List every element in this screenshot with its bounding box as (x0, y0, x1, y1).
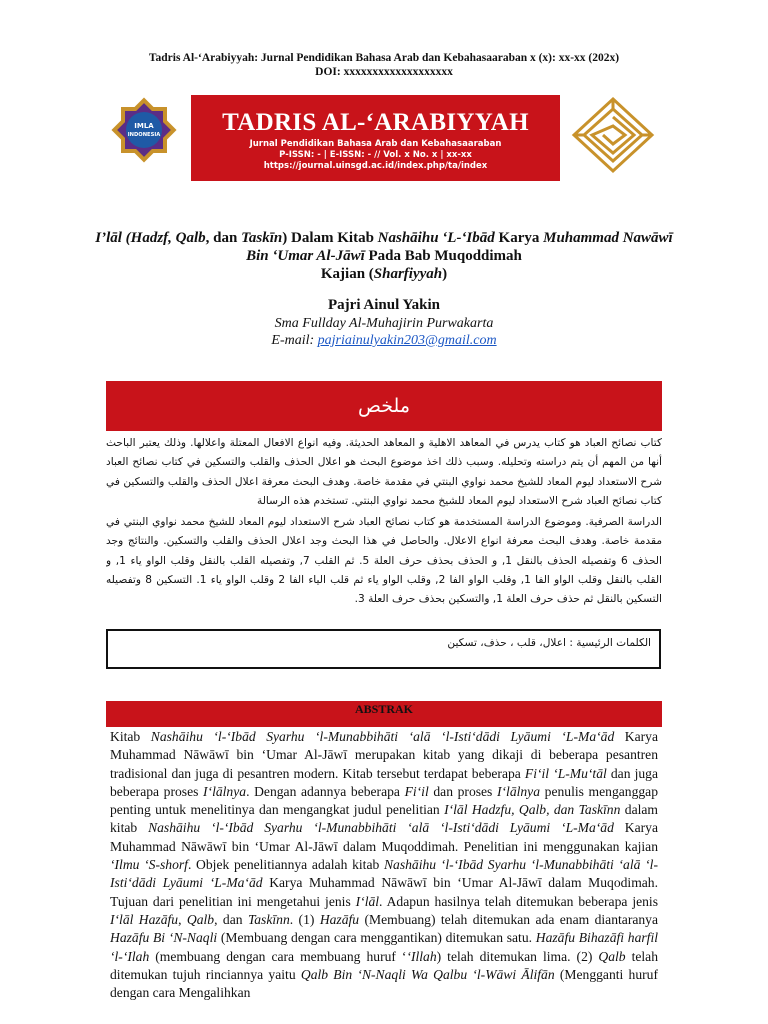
journal-title: TADRIS AL-‘ARABIYYAH (222, 109, 529, 136)
article-title-line3: Kajian (Sharfiyyah) (320, 266, 448, 282)
arabic-abstract-paragraph-1: كتاب نصائح العباد هو كتاب يدرس في المعاهد الاهلية و المعاهد الحديثة. وفيه انواع الافعال المعتلة واعلالها. وذلك يعتبر الباحث أنها من المهم أن يتم دراسته وتحليله. وسبب ذلك اخذ موضوع البحث هو اعلال الحذف والقلب والتسكين في كتاب نصائح العباد شرح الاستعداد ليوم المعاد للشيخ محمد نواوي البنتي في مقدمة خاصة. وهدف البحث معرفة اعلال الحذف والقلب والتسكين في كتاب نصائح العباد شرح الاستعداد ليوم المعاد للشيخ محمد نواوي البنتي. تستخدم هذه الرسالة (106, 437, 662, 507)
journal-doi: DOI: xxxxxxxxxxxxxxxxxxx (315, 66, 453, 78)
arabic-abstract-paragraph-2: الدراسة الصرفية. وموضوع الدراسة المستخدمة هو كتاب نصائح العباد شرح الاستعداد ليوم المعاد للشيخ محمد نواوي البنتي في مقدمة خاصة. وهدف البحث معرفة انواع الاعلال. والحاصل في هذا البحث وجد اعلال الحذف والقلب والتسكين. والنتائج وجد الحذف 6 وتفصيله الحذف بالنقل 1, و الحذف بحذف حرف العلة 5. ثم القلب 7, وتفصيله القلب بالنقل وقلب الواو ياء 1, و القلب بالنقل وقلب الواو الفا 1, وقلب الواو الفا 2, وقلب الواو ياء ثم قلب الياء الفا 2 وقلب الواو ياء 1. التسكين 8 وتفصيله التسكين بالنقل ثم حذف حرف العلة 1, والتسكين بحذف حرف العلة 3. (106, 516, 662, 606)
journal-subtitle: Jurnal Pendidikan Bahasa Arab dan Kebahasaaraban (249, 139, 502, 149)
imla-logo-text-bottom: INDONESIA (127, 132, 161, 138)
journal-url[interactable]: https://journal.uinsgd.ac.id/index.php/ta/index (263, 161, 488, 171)
journal-banner (191, 95, 560, 181)
article-title-line1: I’lāl (Hadzf, Qalb, dan Taskīn) Dalam Kitab Nashāihu ‘L-‘Ibād Karya Muhammad Nawāwī (95, 230, 673, 246)
author-name: Pajri Ainul Yakin (328, 297, 440, 313)
imla-logo (104, 90, 184, 170)
imla-logo-text-top: IMLA (134, 122, 154, 130)
article-title-line2: Bin ‘Umar Al-Jāwī Pada Bab Muqoddimah (246, 248, 522, 264)
arabic-keywords-box (106, 629, 661, 669)
arabic-abstract-heading: ملخص (106, 381, 662, 431)
author-email-link[interactable]: pajriainulyakin203@gmail.com (317, 333, 497, 348)
author-affiliation: Sma Fullday Al-Muhajirin Purwakarta (274, 316, 494, 331)
journal-issn: P-ISSN: - | E-ISSN: - // Vol. x No. x | xx-xx (279, 150, 472, 160)
abstract-heading: ABSTRAK (106, 701, 662, 727)
abstract-body: Kitab Nashāihu ‘l-‘Ibād Syarhu ‘l-Munabbihāti ‘alā ‘l-Isti‘dādi Lyāumi ‘L-Ma‘ād Karya Muhammad Nāwāwī bin ‘Umar Al-Jāwī merupakan kitab yang dikaji di beberapa pesantren tradisional dan juga di pesantren modern. Kitab tersebut terdapat beberapa Fi‘il ‘L-Mu‘tāl dan juga beberapa proses I‘lālnya. Dengan adannya beberapa Fi‘il dan proses I‘lālnya penulis menganggap penting untuk menelitinya dan mengangkat judul penelitian I‘lāl Hadzfu, Qalb, dan Taskīnn dalam kitab Nashāihu ‘l-‘Ibād Syarhu ‘l-Munabbihāti ‘alā ‘l-Isti‘dādi Lyāumi ‘L-Ma‘ād Karya Muhammad Nāwāwī bin ‘Umar Al-Jāwī dalam Muqoddimah. Penelitian ini menggunakan kajian ‘Ilmu ‘S-shorf. Objek penelitiannya adalah kitab Nashāihu ‘l-‘Ibād Syarhu ‘l-Munabbihāti ‘alā ‘l-Isti‘dādi Lyāumi ‘L-Ma‘ād Karya Muhammad Nāwāwī bin ‘Umar Al-Jāwī dalam Muqodimah. Tujuan dari penelitian ini mengetahui jenis I‘lāl. Adapun hasilnya telah ditemukan beberapa jenis I‘lāl Hazāfu, Qalb, dan Taskīnn. (1) Hazāfu (Membuang) telah ditemukan ada enam diantaranya Hazāfu Bi ‘N-Naqli (Membuang dengan cara menggantikan) ditemukan satu. Hazāfu Bihazāfi harfil ‘l-‘Ilah (membuang dengan cara membuang huruf ‘‘Illah) telah ditemukan lima. (2) Qalb telah ditemukan tujuh rinciannya yaitu Qalb Bin ‘N-Naqli Wa Qalbu ‘l-Wāwi Ālifān (Mengganti huruf dengan cara Mengalihkan (110, 729, 658, 1001)
author-email-line: E-mail: pajriainulyakin203@gmail.com (271, 333, 497, 348)
journal-citation: Tadris Al-‘Arabiyyah: Jurnal Pendidikan Bahasa Arab dan Kebahasaaraban x (x): xx-xx (202x) (148, 52, 620, 64)
kufic-calligraphy-logo (568, 96, 658, 174)
arabic-keywords: الكلمات الرئيسية : اعلال، قلب ، حذف، تسكين (447, 637, 651, 649)
